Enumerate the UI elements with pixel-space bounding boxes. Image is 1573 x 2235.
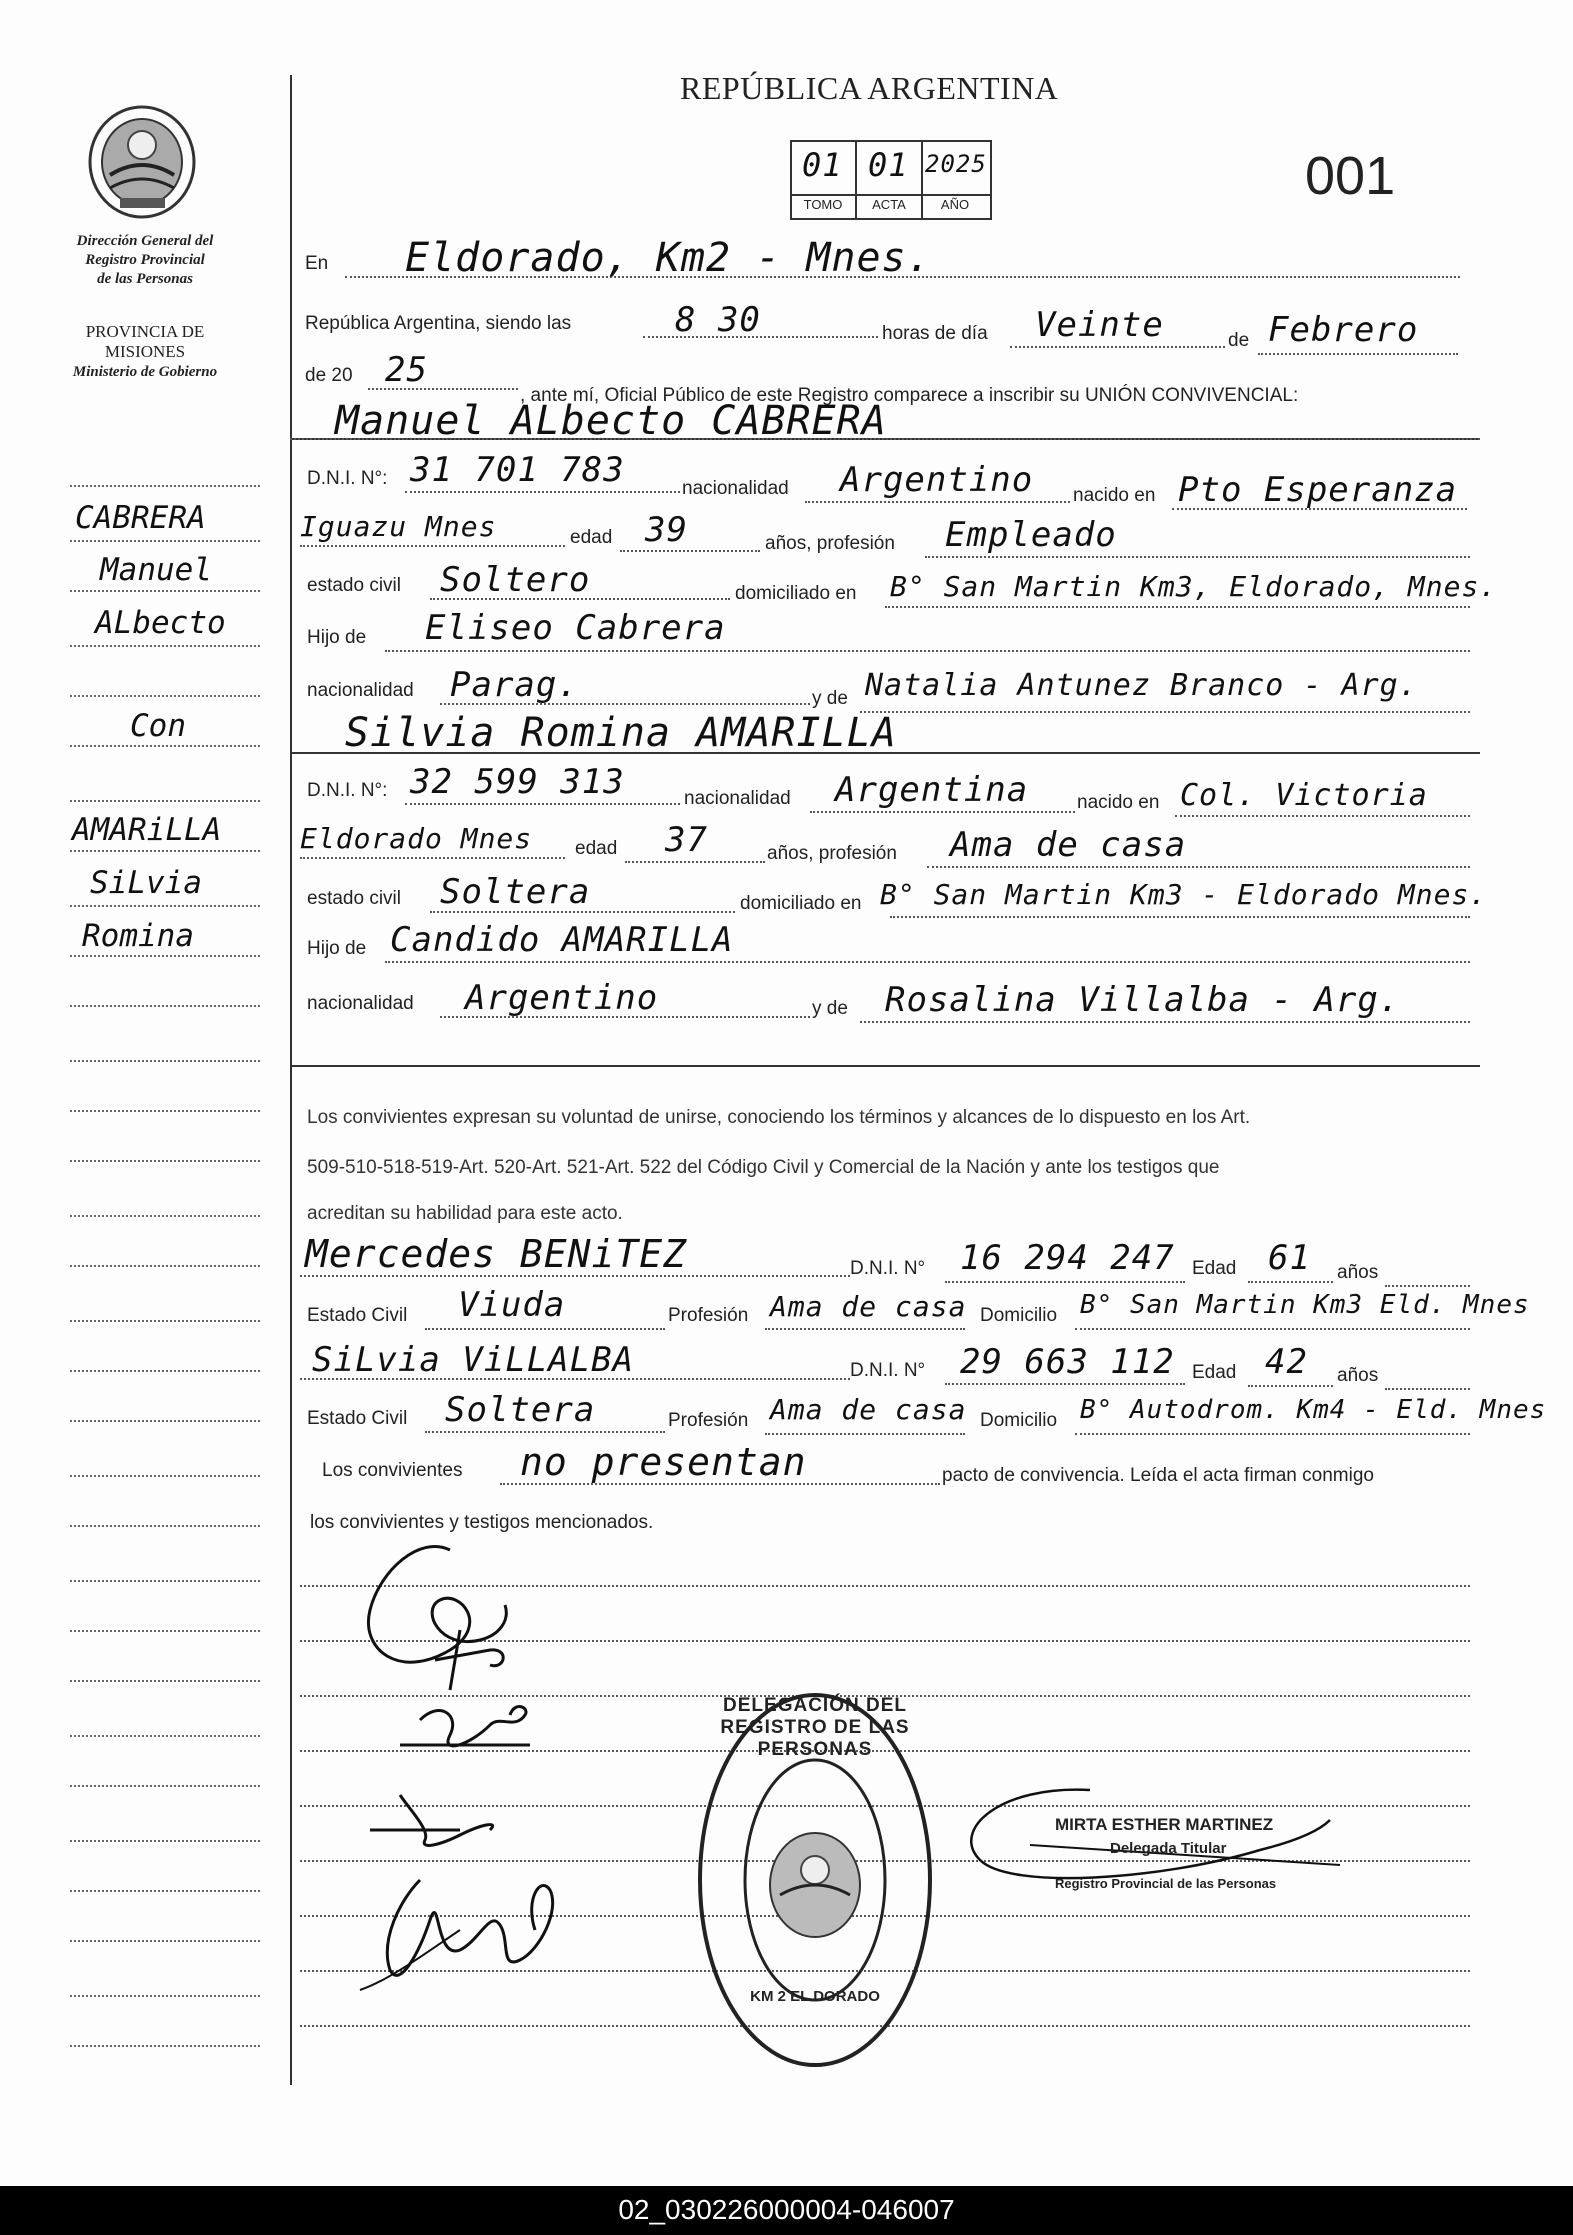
officer-org: Registro Provincial de las Personas (1055, 1876, 1277, 1891)
witness2-edad-label: Edad (1192, 1362, 1237, 1383)
person1-nac: Argentino (840, 460, 1034, 500)
tomo-acta-box (790, 140, 990, 218)
person1-edad-label: edad (570, 527, 613, 548)
republica-label: República Argentina, siendo las (305, 313, 572, 334)
person1-mother: Natalia Antunez Branco - Arg. (865, 668, 1418, 703)
person2-mother: Rosalina Villalba - Arg. (885, 980, 1401, 1020)
place-value: Eldorado, Km2 - Mnes. (405, 235, 932, 281)
witness1-name: Mercedes BENiTEZ (305, 1232, 688, 1276)
person1-father: Eliseo Cabrera (425, 608, 726, 648)
person2-name: Silvia Romina AMARILLA (345, 710, 897, 756)
witness2-address: B° Autodrom. Km4 - Eld. Mnes (1080, 1395, 1547, 1425)
person2-civil: Soltera (440, 872, 591, 912)
person1-age: 39 (645, 510, 688, 550)
witness2-anos-label: años (1337, 1365, 1379, 1386)
witness1-dni-label: D.N.I. N° (850, 1258, 926, 1279)
margin-note-surname: CABRERA (75, 500, 206, 536)
column-divider (290, 75, 292, 2085)
person2-birthplace1: Col. Victoria (1180, 778, 1428, 813)
stamp-text: DELEGACIÓN DEL REGISTRO DE LAS PERSONAS (720, 1695, 910, 1760)
person1-dni: 31 701 783 (410, 450, 625, 490)
closing-label: Los convivientes (322, 1460, 463, 1481)
person2-address: B° San Martin Km3 - Eldorado Mnes. (880, 878, 1488, 911)
legal-line-2: 509-510-518-519-Art. 520-Art. 521-Art. 522 del Código Civil y Comercial de la Nación y ante los testigos que (307, 1157, 1220, 1178)
year-value: 25 (385, 350, 428, 390)
anio-label: AÑO (940, 197, 970, 212)
person2-father-nac: Argentino (465, 978, 659, 1018)
witness1-dom-label: Domicilio (980, 1305, 1058, 1326)
witness1-dni: 16 294 247 (960, 1238, 1175, 1278)
person1-civil: Soltero (440, 560, 591, 600)
officer-title: Delegada Titular (1110, 1840, 1227, 1857)
tomo-value: 01 (802, 146, 843, 184)
stamp-bottom: KM 2 EL DORADO (750, 1988, 880, 2005)
margin-note-middle-name: ALbecto (95, 605, 226, 641)
legal-line-1: Los convivientes expresan su voluntad de unirse, conociendo los términos y alcances de lo dispuesto en los Art. (307, 1107, 1251, 1128)
anio-value: 2025 (925, 150, 987, 178)
witness2-profession: Ama de casa (770, 1393, 967, 1426)
person2-age: 37 (665, 820, 708, 860)
person1-birthplace2: Iguazu Mnes (300, 510, 497, 543)
witness1-profession: Ama de casa (770, 1290, 967, 1323)
person2-birthplace2: Eldorado Mnes (300, 822, 533, 855)
person1-father-nac: Parag. (450, 665, 579, 705)
person2-dom-label: domiciliado en (740, 893, 862, 914)
person2-edad-label: edad (575, 838, 618, 859)
witness1-age: 61 (1268, 1238, 1311, 1278)
person1-dni-label: D.N.I. N°: (307, 468, 388, 489)
witness2-prof-label: Profesión (668, 1410, 749, 1431)
acta-label: ACTA (872, 197, 906, 212)
pact-text: pacto de convivencia. Leída el acta firman conmigo (942, 1465, 1374, 1486)
witness1-anos-label: años (1337, 1262, 1379, 1283)
person2-prof-label: años, profesión (767, 843, 897, 864)
witness1-prof-label: Profesión (668, 1305, 749, 1326)
margin-note-middle-name-2: Romina (82, 918, 194, 954)
person1-nac-label: nacionalidad (682, 478, 789, 499)
province-name: PROVINCIA DE MISIONES Ministerio de Gobierno (72, 322, 218, 380)
person1-prof-label: años, profesión (765, 533, 895, 554)
witness1-civil: Viuda (458, 1285, 566, 1325)
person1-father-nac-label: nacionalidad (307, 680, 414, 701)
tomo-label: TOMO (803, 197, 843, 212)
signatures (340, 1530, 630, 2010)
witness2-age: 42 (1265, 1342, 1308, 1382)
country-title: REPÚBLICA ARGENTINA (680, 70, 1059, 106)
province-seal (85, 100, 200, 220)
person1-profession: Empleado (945, 515, 1117, 555)
day-value: Veinte (1035, 305, 1164, 345)
person1-civil-label: estado civil (307, 575, 401, 596)
person1-address: B° San Martin Km3, Eldorado, Mnes. (890, 570, 1498, 603)
person2-father: Candido AMARILLA (390, 920, 734, 960)
witness2-dom-label: Domicilio (980, 1410, 1058, 1431)
ante-text: , ante mí, Oficial Público de este Registro comparece a inscribir su UNIÓN CONVIVENCIAL: (520, 385, 1299, 406)
registry-stamp (695, 1690, 935, 2070)
margin-note-con: Con (130, 708, 186, 744)
de-label: de (1228, 330, 1250, 351)
person1-dom-label: domiciliado en (735, 583, 857, 604)
witness2-dni: 29 663 112 (960, 1342, 1175, 1382)
person1-hijo-label: Hijo de (307, 627, 367, 648)
witness2-civil-label: Estado Civil (307, 1408, 408, 1429)
person2-civil-label: estado civil (307, 888, 401, 909)
legal-line-3: acreditan su habilidad para este acto. (307, 1203, 623, 1224)
acta-value: 01 (868, 146, 909, 184)
witness1-civil-label: Estado Civil (307, 1305, 408, 1326)
person2-dni: 32 599 313 (410, 762, 625, 802)
person2-nacido-label: nacido en (1077, 792, 1160, 813)
person1-yde-label: y de (812, 688, 848, 709)
person1-nacido-label: nacido en (1073, 485, 1156, 506)
margin-note-first-name: Manuel (100, 552, 212, 588)
person1-birthplace1: Pto Esperanza (1178, 470, 1458, 510)
person2-yde-label: y de (812, 998, 848, 1019)
pact-value: no presentan (520, 1440, 807, 1484)
person2-dni-label: D.N.I. N°: (307, 780, 388, 801)
org-name: Dirección General del Registro Provincial de las Personas (76, 233, 214, 287)
person2-father-nac-label: nacionalidad (307, 993, 414, 1014)
month-value: Febrero (1268, 310, 1419, 350)
footer-code: 02_030226000004-046007 (618, 2194, 955, 2225)
year-prefix: de 20 (305, 365, 353, 386)
witness1-address: B° San Martin Km3 Eld. Mnes (1080, 1290, 1530, 1320)
witness1-edad-label: Edad (1192, 1258, 1237, 1279)
margin-note-first-name-2: SiLvia (90, 865, 202, 901)
person1-name: Manuel ALbecto CABRERA (335, 398, 887, 444)
horas-label: horas de día (882, 323, 988, 344)
person2-nac-label: nacionalidad (684, 788, 791, 809)
person2-nac: Argentina (835, 770, 1029, 810)
witness2-dni-label: D.N.I. N° (850, 1360, 926, 1381)
witness2-civil: Soltera (445, 1390, 596, 1430)
hour-value: 8 30 (675, 300, 761, 340)
en-label: En (305, 253, 329, 274)
witness2-name: SiLvia ViLLALBA (312, 1340, 635, 1380)
record-number: 001 (1305, 146, 1396, 206)
footer-bar (0, 2186, 1573, 2235)
closing-line-2: los convivientes y testigos mencionados. (310, 1512, 654, 1533)
officer-name: MIRTA ESTHER MARTINEZ (1055, 1815, 1274, 1834)
margin-note-surname-2: AMARiLLA (72, 812, 222, 848)
person2-profession: Ama de casa (950, 825, 1187, 865)
person2-hijo-label: Hijo de (307, 938, 367, 959)
